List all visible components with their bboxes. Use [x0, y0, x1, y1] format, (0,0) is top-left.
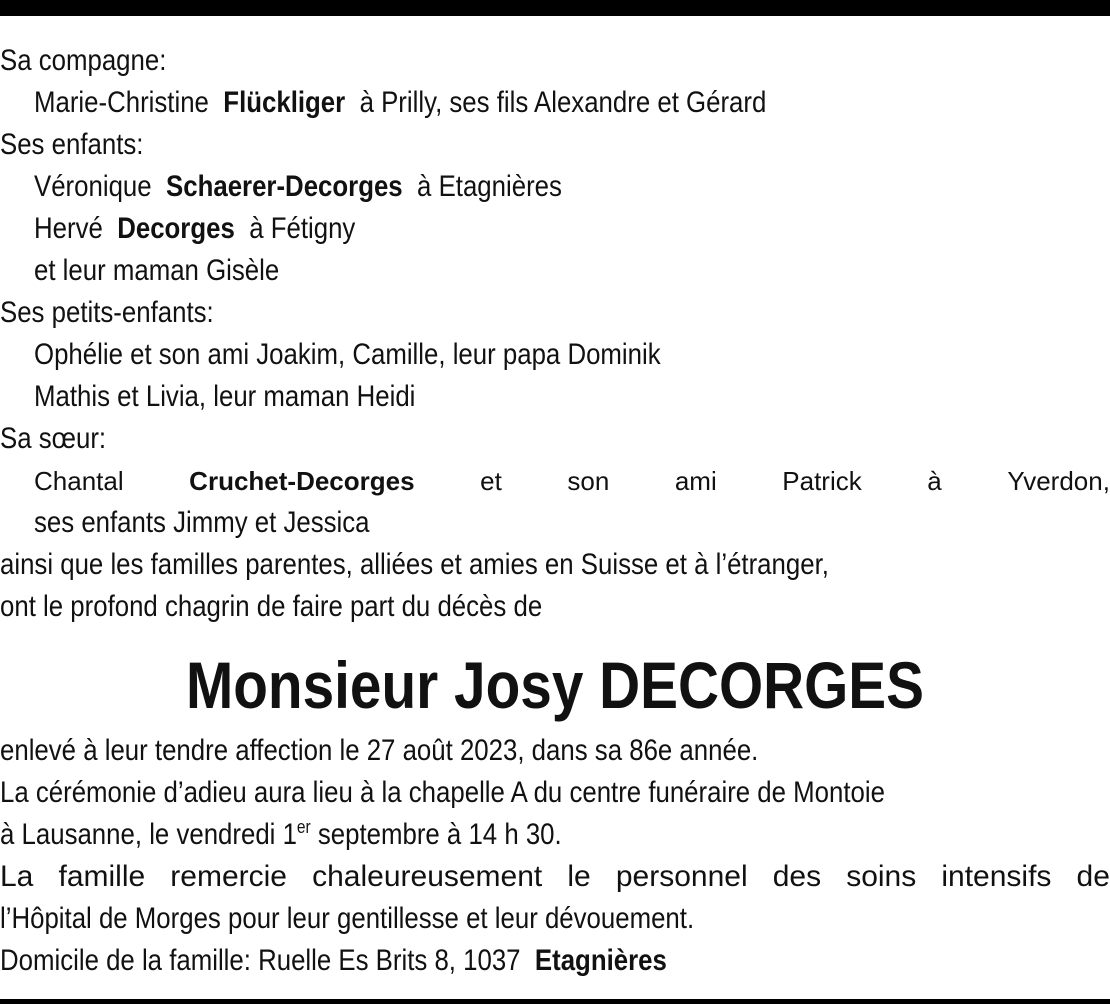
soeur-word: et	[480, 466, 502, 496]
enfant2-rest: à Fétigny	[249, 212, 356, 245]
remerciement-word: intensifs	[941, 860, 1052, 893]
chagrin-line: ont le profond chagrin de faire part du décès de	[0, 590, 543, 623]
enfant2-first: Hervé	[34, 212, 103, 245]
compagne-rest: à Prilly, ses fils Alexandre et Gérard	[359, 86, 767, 119]
enfant1-first: Véronique	[34, 170, 152, 203]
soeur-word: ami	[674, 466, 717, 496]
petits-enfants-line1: Ophélie et son ami Joakim, Camille, leur papa Dominik	[34, 338, 661, 371]
ordinal-suffix: er	[296, 817, 311, 837]
remerciement-word: le	[567, 860, 591, 893]
domicile-prefix: Domicile de la famille: Ruelle Es Brits 8, 1037	[0, 944, 528, 977]
enfants-label: Ses enfants:	[0, 128, 144, 161]
enfant1-last: Schaerer-Decorges	[166, 170, 403, 203]
enfant2-line	[34, 208, 989, 250]
compagne-last: Flückliger	[223, 86, 346, 119]
soeur-line1	[34, 460, 1110, 502]
compagne-first: Marie-Christine	[34, 86, 209, 119]
soeur-word: Patrick	[782, 466, 862, 496]
ceremonie-text-a: à Lausanne, le vendredi 1	[0, 818, 297, 851]
enfant1-rest: à Etagnières	[417, 170, 562, 203]
ceremonie-line2	[0, 814, 955, 856]
soeur-word: à	[927, 466, 942, 496]
remerciement-word: de	[1076, 860, 1110, 893]
enfants-maman: et leur maman Gisèle	[34, 254, 280, 287]
soeur-first: Chantal	[34, 466, 124, 496]
remerciement-word: famille	[58, 860, 146, 893]
remerciement-word: chaleureusement	[312, 860, 543, 893]
compagne-label: Sa compagne:	[0, 44, 167, 77]
enfant1-line	[34, 166, 989, 208]
ainsi-line: ainsi que les familles parentes, alliées et amies en Suisse et à l’étranger,	[0, 548, 829, 581]
top-rule	[0, 0, 1110, 16]
remerciement-line1	[0, 856, 1110, 898]
bottom-rule	[0, 999, 1110, 1004]
remerciement-word: des	[772, 860, 822, 893]
soeur-label: Sa sœur:	[0, 422, 107, 455]
ceremonie-line1: La cérémonie d’adieu aura lieu à la chapelle A du centre funéraire de Montoie	[0, 776, 885, 809]
domicile-line	[0, 940, 955, 982]
remerciement-word: remercie	[170, 860, 287, 893]
soeur-word: son	[567, 466, 610, 496]
remerciement-line2: l’Hôpital de Morges pour leur gentillesse et leur dévouement.	[0, 902, 695, 935]
ceremonie-text-b: septembre à 14 h 30.	[310, 818, 562, 851]
soeur-last: Cruchet-Decorges	[189, 466, 415, 496]
petits-enfants-line2: Mathis et Livia, leur maman Heidi	[34, 380, 416, 413]
soeur-word: Yverdon,	[1007, 466, 1110, 496]
domicile-town: Etagnières	[534, 944, 667, 977]
soeur-line2: ses enfants Jimmy et Jessica	[34, 506, 370, 539]
enleve-line: enlevé à leur tendre affection le 27 août 2023, dans sa 86e année.	[0, 734, 759, 767]
compagne-line	[34, 82, 989, 124]
petits-enfants-label: Ses petits-enfants:	[0, 296, 214, 329]
remerciement-word: personnel	[615, 860, 748, 893]
remerciement-word: La	[0, 860, 34, 893]
deceased-name: Monsieur Josy DECORGES	[185, 648, 925, 722]
remerciement-word: soins	[846, 860, 917, 893]
enfant2-last: Decorges	[117, 212, 235, 245]
